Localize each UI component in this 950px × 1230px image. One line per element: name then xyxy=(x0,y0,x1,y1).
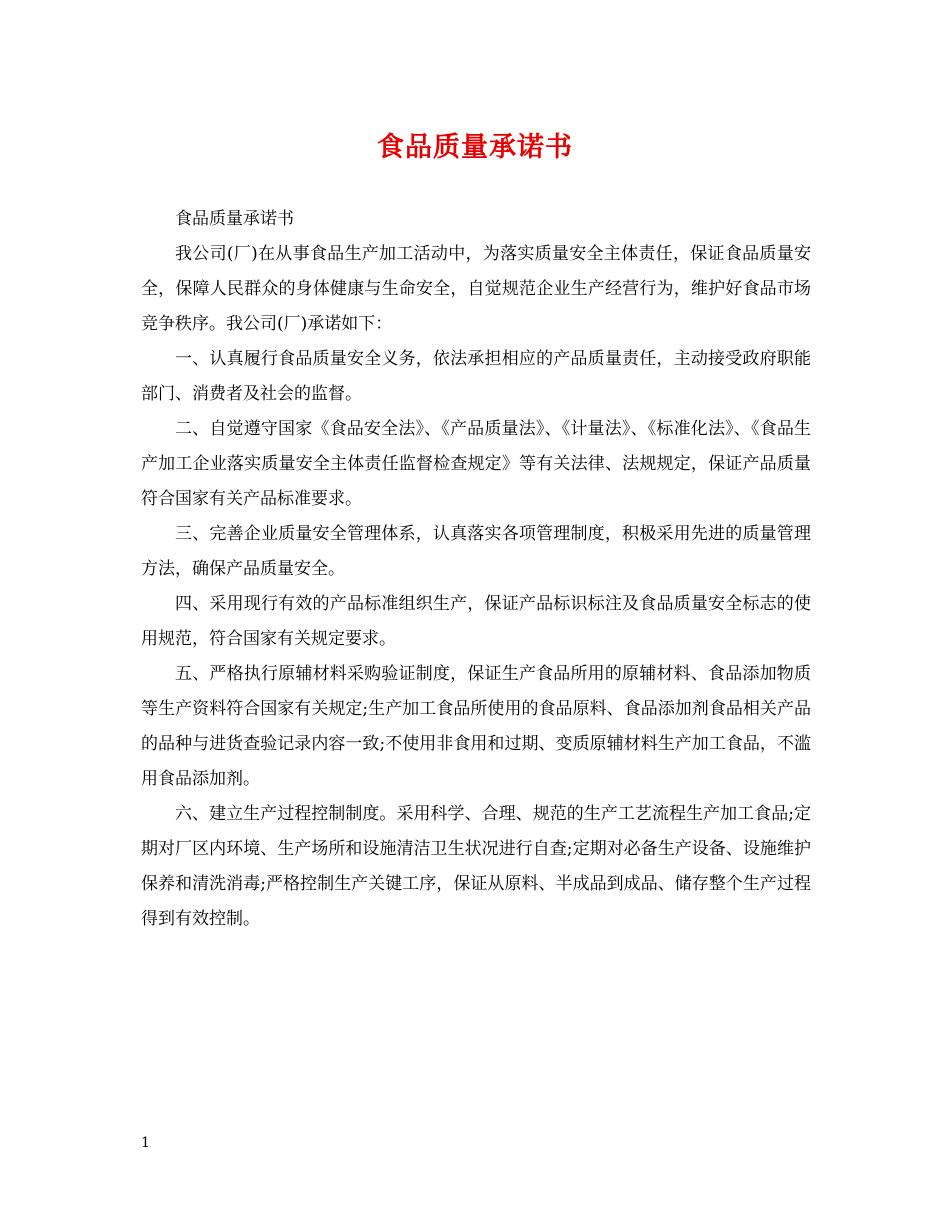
paragraph-item-4: 四、采用现行有效的产品标准组织生产，保证产品标识标注及食品质量安全标志的使用规范，符合国家有关规定要求。 xyxy=(141,594,811,649)
page-title: 食品质量承诺书 xyxy=(377,132,573,163)
paragraph-intro: 我公司(厂)在从事食品生产加工活动中，为落实质量安全主体责任，保证食品质量安全，保障人民群众的身体健康与生命安全，自觉规范企业生产经营行为，维护好食品市场竞争秩序。我公司(厂)承诺如下： xyxy=(141,244,811,334)
paragraph-item-6: 六、建立生产过程控制制度。采用科学、合理、规范的生产工艺流程生产加工食品;定期对厂区内环境、生产场所和设施清洁卫生状况进行自查;定期对必备生产设备、设施维护保养和清洗消毒;严格控制生产关键工序，保证从原料、半成品到成品、储存整个生产过程得到有效控制。 xyxy=(141,804,811,929)
paragraph-subtitle: 食品质量承诺书 xyxy=(175,209,294,229)
document-body xyxy=(141,202,811,937)
paragraph-item-3: 三、完善企业质量安全管理体系，认真落实各项管理制度，积极采用先进的质量管理方法，确保产品质量安全。 xyxy=(141,524,811,579)
paragraph-item-2: 二、自觉遵守国家《食品安全法》、《产品质量法》、《计量法》、《标准化法》、《食品生产加工企业落实质量安全主体责任监督检查规定》等有关法律、法规规定，保证产品质量符合国家有关产品标准要求。 xyxy=(141,419,811,509)
page-number: 1 xyxy=(141,1135,150,1151)
paragraph-item-5: 五、严格执行原辅材料采购验证制度，保证生产食品所用的原辅材料、食品添加物质等生产资料符合国家有关规定;生产加工食品所使用的食品原料、食品添加剂食品相关产品的品种与进货查验记录内容一致;不使用非食用和过期、变质原辅材料生产加工食品，不滥用食品添加剂。 xyxy=(141,664,811,789)
paragraph-item-1: 一、认真履行食品质量安全义务，依法承担相应的产品质量责任，主动接受政府职能部门、消费者及社会的监督。 xyxy=(141,349,811,404)
